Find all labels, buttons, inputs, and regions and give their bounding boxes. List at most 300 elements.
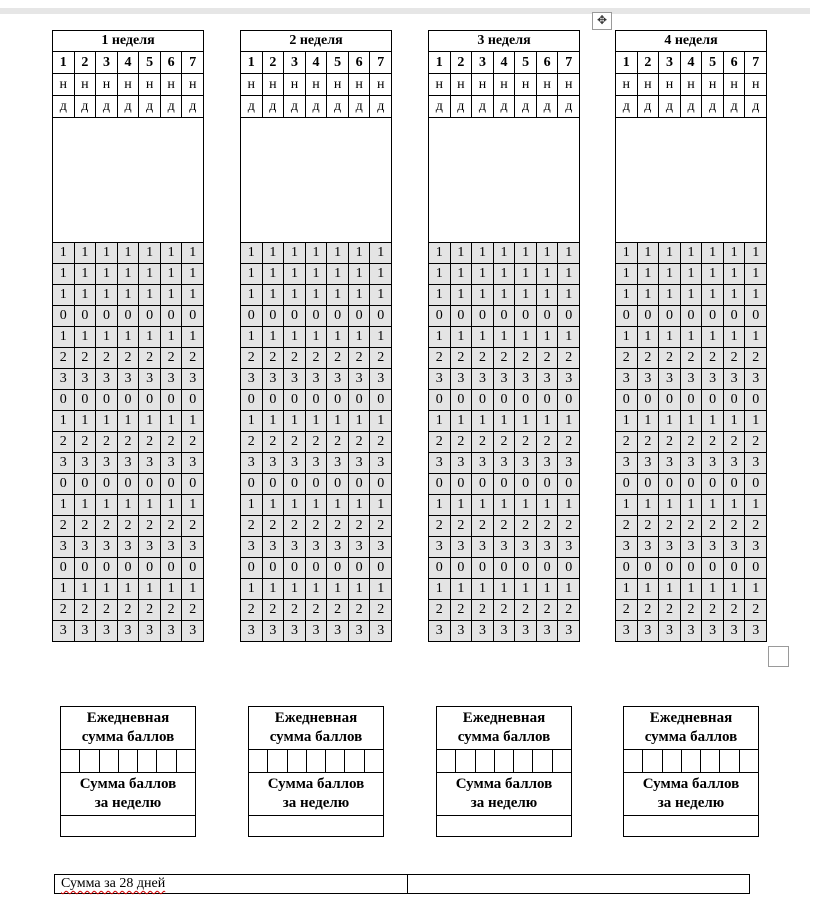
score-cell[interactable]: 0	[241, 474, 263, 494]
notes-area[interactable]	[53, 118, 203, 243]
score-cell[interactable]: 0	[349, 474, 371, 494]
score-cell[interactable]: 1	[349, 327, 371, 347]
score-cell[interactable]: 3	[96, 369, 118, 389]
score-cell[interactable]: 2	[118, 516, 140, 536]
score-cell[interactable]: 1	[638, 411, 660, 431]
night-row-cell[interactable]: н	[161, 74, 183, 95]
score-cell[interactable]: 2	[263, 432, 285, 452]
daily-sum-cell[interactable]	[61, 750, 80, 772]
score-cell[interactable]: 1	[681, 285, 703, 305]
score-cell[interactable]: 1	[638, 285, 660, 305]
score-cell[interactable]: 1	[616, 411, 638, 431]
score-cell[interactable]: 2	[472, 432, 494, 452]
score-cell[interactable]: 0	[161, 474, 183, 494]
score-cell[interactable]: 0	[494, 558, 516, 578]
score-cell[interactable]: 0	[724, 558, 746, 578]
score-cell[interactable]: 1	[118, 243, 140, 263]
night-row-cell[interactable]: н	[724, 74, 746, 95]
score-cell[interactable]: 1	[189, 497, 197, 512]
score-cell[interactable]: 0	[638, 390, 660, 410]
daily-sum-cell[interactable]	[643, 750, 662, 772]
score-cell[interactable]: 2	[161, 600, 183, 620]
score-cell[interactable]: 3	[189, 455, 197, 470]
score-cell[interactable]: 0	[681, 558, 703, 578]
score-cell[interactable]: 1	[472, 285, 494, 305]
score-cell[interactable]: 1	[451, 327, 473, 347]
day-row-cell[interactable]: д	[472, 96, 494, 117]
score-cell[interactable]: 1	[702, 411, 724, 431]
score-cell[interactable]: 0	[263, 390, 285, 410]
score-cell[interactable]: 1	[724, 579, 746, 599]
score-cell[interactable]: 1	[681, 327, 703, 347]
score-cell[interactable]: 1	[494, 327, 516, 347]
score-cell[interactable]: 0	[241, 306, 263, 326]
score-cell[interactable]: 0	[53, 390, 75, 410]
score-cell[interactable]: 1	[161, 411, 183, 431]
score-cell[interactable]: 1	[616, 579, 638, 599]
score-cell[interactable]: 0	[306, 474, 328, 494]
score-cell[interactable]: 1	[429, 264, 451, 284]
score-cell[interactable]: 2	[75, 600, 97, 620]
score-cell[interactable]: 2	[53, 600, 75, 620]
score-cell[interactable]: 2	[53, 348, 75, 368]
score-cell[interactable]: 0	[752, 560, 760, 575]
day-number-row-cell[interactable]: 4	[494, 52, 516, 73]
day-number-row-cell[interactable]: 6	[724, 52, 746, 73]
score-cell[interactable]: 1	[681, 495, 703, 515]
day-number-row-cell[interactable]: 7	[565, 55, 573, 70]
score-cell[interactable]: 1	[241, 264, 263, 284]
score-cell[interactable]: 0	[96, 558, 118, 578]
score-cell[interactable]: 2	[284, 348, 306, 368]
score-cell[interactable]: 1	[638, 243, 660, 263]
score-cell[interactable]: 1	[429, 327, 451, 347]
score-cell[interactable]: 1	[659, 579, 681, 599]
score-cell[interactable]: 0	[565, 476, 573, 491]
score-cell[interactable]: 1	[515, 579, 537, 599]
score-cell[interactable]: 2	[349, 600, 371, 620]
score-cell[interactable]: 1	[349, 285, 371, 305]
score-cell[interactable]: 2	[702, 516, 724, 536]
score-cell[interactable]: 1	[472, 243, 494, 263]
score-cell[interactable]: 0	[75, 390, 97, 410]
score-cell[interactable]: 3	[515, 537, 537, 557]
score-cell[interactable]: 1	[327, 411, 349, 431]
score-cell[interactable]: 3	[377, 623, 385, 638]
score-cell[interactable]: 3	[263, 621, 285, 641]
score-cell[interactable]: 0	[96, 390, 118, 410]
score-cell[interactable]: 0	[118, 474, 140, 494]
score-cell[interactable]: 2	[494, 348, 516, 368]
score-cell[interactable]: 2	[659, 432, 681, 452]
score-cell[interactable]: 3	[139, 369, 161, 389]
score-cell[interactable]: 0	[53, 306, 75, 326]
night-row-cell[interactable]: н	[616, 74, 638, 95]
daily-sum-cell[interactable]	[476, 750, 495, 772]
score-cell[interactable]: 1	[189, 245, 197, 260]
score-cell[interactable]: 2	[724, 516, 746, 536]
score-cell[interactable]: 1	[659, 411, 681, 431]
score-cell[interactable]: 3	[189, 623, 197, 638]
night-row-cell[interactable]: н	[241, 74, 263, 95]
score-cell[interactable]: 0	[494, 306, 516, 326]
score-cell[interactable]: 3	[161, 537, 183, 557]
score-cell[interactable]: 0	[451, 390, 473, 410]
day-row-cell[interactable]: д	[659, 96, 681, 117]
day-number-row-cell[interactable]: 5	[327, 52, 349, 73]
score-cell[interactable]: 1	[702, 285, 724, 305]
score-cell[interactable]: 0	[616, 474, 638, 494]
score-cell[interactable]: 3	[241, 537, 263, 557]
daily-sum-cell[interactable]	[456, 750, 475, 772]
score-cell[interactable]: 1	[53, 579, 75, 599]
score-cell[interactable]: 0	[118, 558, 140, 578]
score-cell[interactable]: 1	[565, 266, 573, 281]
score-cell[interactable]: 1	[327, 285, 349, 305]
score-cell[interactable]: 2	[451, 348, 473, 368]
score-cell[interactable]: 3	[681, 369, 703, 389]
score-cell[interactable]: 0	[752, 308, 760, 323]
daily-sum-cell[interactable]	[553, 750, 571, 772]
score-cell[interactable]: 2	[327, 516, 349, 536]
score-cell[interactable]: 2	[638, 516, 660, 536]
score-cell[interactable]: 0	[349, 306, 371, 326]
day-row-cell[interactable]: д	[75, 96, 97, 117]
score-cell[interactable]: 1	[638, 495, 660, 515]
score-cell[interactable]: 2	[638, 432, 660, 452]
day-number-row-cell[interactable]: 6	[161, 52, 183, 73]
score-cell[interactable]: 3	[53, 453, 75, 473]
weekly-sum-cell[interactable]	[624, 816, 758, 836]
score-cell[interactable]: 3	[284, 621, 306, 641]
score-cell[interactable]: 3	[752, 539, 760, 554]
score-cell[interactable]: 3	[494, 369, 516, 389]
score-cell[interactable]: 0	[494, 390, 516, 410]
score-cell[interactable]: 1	[53, 411, 75, 431]
score-cell[interactable]: 1	[118, 264, 140, 284]
day-row-cell[interactable]: д	[377, 99, 385, 114]
notes-area[interactable]	[616, 118, 766, 243]
score-cell[interactable]: 2	[472, 348, 494, 368]
score-cell[interactable]: 1	[752, 329, 760, 344]
score-cell[interactable]: 0	[75, 558, 97, 578]
score-cell[interactable]: 0	[75, 474, 97, 494]
score-cell[interactable]: 1	[724, 243, 746, 263]
score-cell[interactable]: 2	[263, 516, 285, 536]
score-cell[interactable]: 1	[515, 285, 537, 305]
score-cell[interactable]: 1	[306, 579, 328, 599]
day-number-row-cell[interactable]: 6	[537, 52, 559, 73]
score-cell[interactable]: 1	[472, 264, 494, 284]
day-row-cell[interactable]: д	[284, 96, 306, 117]
score-cell[interactable]: 1	[189, 266, 197, 281]
score-cell[interactable]: 3	[189, 371, 197, 386]
score-cell[interactable]: 1	[702, 264, 724, 284]
score-cell[interactable]: 2	[616, 432, 638, 452]
score-cell[interactable]: 0	[118, 390, 140, 410]
score-cell[interactable]: 2	[139, 600, 161, 620]
score-cell[interactable]: 2	[349, 432, 371, 452]
table-move-handle-icon[interactable]: ✥	[592, 12, 612, 30]
score-cell[interactable]: 1	[96, 264, 118, 284]
score-cell[interactable]: 3	[451, 453, 473, 473]
score-cell[interactable]: 0	[96, 474, 118, 494]
score-cell[interactable]: 2	[327, 600, 349, 620]
score-cell[interactable]: 2	[537, 432, 559, 452]
day-row-cell[interactable]: д	[565, 99, 573, 114]
score-cell[interactable]: 1	[161, 264, 183, 284]
score-cell[interactable]: 2	[537, 348, 559, 368]
night-row-cell[interactable]: н	[472, 74, 494, 95]
day-number-row-cell[interactable]: 3	[96, 52, 118, 73]
score-cell[interactable]: 2	[241, 348, 263, 368]
score-cell[interactable]: 3	[681, 621, 703, 641]
score-cell[interactable]: 0	[702, 390, 724, 410]
score-cell[interactable]: 2	[752, 350, 760, 365]
score-cell[interactable]: 3	[161, 369, 183, 389]
score-cell[interactable]: 2	[161, 516, 183, 536]
daily-sum-cell[interactable]	[365, 750, 383, 772]
score-cell[interactable]: 2	[659, 516, 681, 536]
score-cell[interactable]: 1	[161, 579, 183, 599]
score-cell[interactable]: 1	[53, 285, 75, 305]
score-cell[interactable]: 1	[537, 285, 559, 305]
score-cell[interactable]: 0	[472, 390, 494, 410]
score-cell[interactable]: 0	[75, 306, 97, 326]
score-cell[interactable]: 0	[241, 558, 263, 578]
score-cell[interactable]: 1	[377, 266, 385, 281]
night-row-cell[interactable]: н	[327, 74, 349, 95]
score-cell[interactable]: 1	[451, 285, 473, 305]
score-cell[interactable]: 0	[537, 390, 559, 410]
score-cell[interactable]: 2	[377, 434, 385, 449]
score-cell[interactable]: 2	[96, 348, 118, 368]
score-cell[interactable]: 1	[429, 411, 451, 431]
score-cell[interactable]: 3	[377, 371, 385, 386]
score-cell[interactable]: 3	[263, 453, 285, 473]
score-cell[interactable]: 0	[161, 390, 183, 410]
score-cell[interactable]: 1	[161, 285, 183, 305]
score-cell[interactable]: 1	[429, 285, 451, 305]
score-cell[interactable]: 0	[616, 390, 638, 410]
score-cell[interactable]: 3	[139, 621, 161, 641]
score-cell[interactable]: 3	[327, 537, 349, 557]
score-cell[interactable]: 1	[537, 411, 559, 431]
score-cell[interactable]: 1	[702, 327, 724, 347]
day-row-cell[interactable]: д	[118, 96, 140, 117]
score-cell[interactable]: 3	[349, 537, 371, 557]
score-cell[interactable]: 1	[377, 245, 385, 260]
night-row-cell[interactable]: н	[681, 74, 703, 95]
score-cell[interactable]: 3	[327, 369, 349, 389]
score-cell[interactable]: 0	[515, 306, 537, 326]
score-cell[interactable]: 0	[537, 474, 559, 494]
score-cell[interactable]: 2	[681, 432, 703, 452]
score-cell[interactable]: 3	[724, 537, 746, 557]
score-cell[interactable]: 1	[565, 413, 573, 428]
score-cell[interactable]: 1	[752, 497, 760, 512]
score-cell[interactable]: 1	[349, 411, 371, 431]
weekly-sum-cell[interactable]	[249, 816, 383, 836]
score-cell[interactable]: 1	[537, 264, 559, 284]
score-cell[interactable]: 0	[472, 558, 494, 578]
score-cell[interactable]: 3	[306, 537, 328, 557]
score-cell[interactable]: 1	[724, 327, 746, 347]
score-cell[interactable]: 1	[515, 327, 537, 347]
score-cell[interactable]: 0	[327, 474, 349, 494]
score-cell[interactable]: 1	[494, 285, 516, 305]
score-cell[interactable]: 2	[702, 348, 724, 368]
score-cell[interactable]: 0	[161, 558, 183, 578]
day-number-row-cell[interactable]: 1	[241, 52, 263, 73]
score-cell[interactable]: 3	[616, 537, 638, 557]
score-cell[interactable]: 3	[724, 453, 746, 473]
score-cell[interactable]: 3	[429, 537, 451, 557]
score-cell[interactable]: 1	[565, 497, 573, 512]
score-cell[interactable]: 2	[638, 348, 660, 368]
daily-sum-cell[interactable]	[663, 750, 682, 772]
night-row-cell[interactable]: н	[263, 74, 285, 95]
score-cell[interactable]: 1	[189, 413, 197, 428]
night-row-cell[interactable]: н	[451, 74, 473, 95]
score-cell[interactable]: 0	[263, 558, 285, 578]
score-cell[interactable]: 1	[96, 285, 118, 305]
daily-sum-cell[interactable]	[249, 750, 268, 772]
score-cell[interactable]: 3	[139, 537, 161, 557]
score-cell[interactable]: 3	[118, 621, 140, 641]
day-row-cell[interactable]: д	[616, 96, 638, 117]
score-cell[interactable]: 2	[327, 432, 349, 452]
score-cell[interactable]: 1	[139, 264, 161, 284]
score-cell[interactable]: 2	[681, 516, 703, 536]
score-cell[interactable]: 0	[429, 306, 451, 326]
score-cell[interactable]: 3	[377, 455, 385, 470]
score-cell[interactable]: 3	[53, 621, 75, 641]
score-cell[interactable]: 1	[75, 264, 97, 284]
score-cell[interactable]: 2	[306, 600, 328, 620]
score-cell[interactable]: 3	[241, 621, 263, 641]
score-cell[interactable]: 1	[189, 287, 197, 302]
score-cell[interactable]: 2	[263, 348, 285, 368]
score-cell[interactable]: 0	[306, 306, 328, 326]
night-row-cell[interactable]: н	[75, 74, 97, 95]
day-number-row-cell[interactable]: 7	[189, 55, 197, 70]
day-row-cell[interactable]: д	[537, 96, 559, 117]
score-cell[interactable]: 3	[659, 621, 681, 641]
score-cell[interactable]: 3	[659, 537, 681, 557]
score-cell[interactable]: 3	[659, 369, 681, 389]
score-cell[interactable]: 0	[189, 392, 197, 407]
score-cell[interactable]: 1	[702, 579, 724, 599]
score-cell[interactable]: 1	[306, 243, 328, 263]
score-cell[interactable]: 1	[537, 579, 559, 599]
score-cell[interactable]: 0	[306, 558, 328, 578]
day-row-cell[interactable]: д	[494, 96, 516, 117]
score-cell[interactable]: 2	[451, 432, 473, 452]
score-cell[interactable]: 2	[724, 348, 746, 368]
score-cell[interactable]: 3	[263, 537, 285, 557]
night-row-cell[interactable]: н	[53, 74, 75, 95]
score-cell[interactable]: 1	[118, 327, 140, 347]
score-cell[interactable]: 1	[616, 327, 638, 347]
score-cell[interactable]: 0	[638, 306, 660, 326]
score-cell[interactable]: 1	[53, 495, 75, 515]
score-cell[interactable]: 1	[96, 579, 118, 599]
daily-sum-cell[interactable]	[307, 750, 326, 772]
score-cell[interactable]: 1	[75, 495, 97, 515]
night-row-cell[interactable]: н	[139, 74, 161, 95]
score-cell[interactable]: 2	[75, 348, 97, 368]
score-cell[interactable]: 0	[515, 558, 537, 578]
score-cell[interactable]: 1	[96, 327, 118, 347]
score-cell[interactable]: 2	[702, 432, 724, 452]
score-cell[interactable]: 3	[681, 537, 703, 557]
score-cell[interactable]: 1	[638, 264, 660, 284]
score-cell[interactable]: 0	[681, 474, 703, 494]
score-cell[interactable]: 1	[118, 411, 140, 431]
score-cell[interactable]: 3	[53, 369, 75, 389]
score-cell[interactable]: 2	[161, 432, 183, 452]
score-cell[interactable]: 2	[565, 518, 573, 533]
score-cell[interactable]: 1	[241, 285, 263, 305]
score-cell[interactable]: 1	[284, 264, 306, 284]
score-cell[interactable]: 0	[53, 474, 75, 494]
score-cell[interactable]: 0	[565, 560, 573, 575]
score-cell[interactable]: 0	[377, 560, 385, 575]
daily-sum-cell[interactable]	[157, 750, 176, 772]
score-cell[interactable]: 1	[161, 327, 183, 347]
score-cell[interactable]: 2	[565, 602, 573, 617]
score-cell[interactable]: 1	[752, 287, 760, 302]
score-cell[interactable]: 2	[515, 600, 537, 620]
score-cell[interactable]: 3	[75, 621, 97, 641]
score-cell[interactable]: 0	[377, 476, 385, 491]
score-cell[interactable]: 3	[515, 621, 537, 641]
score-cell[interactable]: 1	[189, 329, 197, 344]
score-cell[interactable]: 3	[161, 621, 183, 641]
day-number-row-cell[interactable]: 4	[681, 52, 703, 73]
day-row-cell[interactable]: д	[189, 99, 197, 114]
score-cell[interactable]: 3	[118, 369, 140, 389]
score-cell[interactable]: 3	[681, 453, 703, 473]
day-number-row-cell[interactable]: 2	[451, 52, 473, 73]
score-cell[interactable]: 3	[349, 621, 371, 641]
score-cell[interactable]: 2	[429, 348, 451, 368]
score-cell[interactable]: 2	[537, 600, 559, 620]
score-cell[interactable]: 1	[724, 495, 746, 515]
score-cell[interactable]: 1	[515, 495, 537, 515]
score-cell[interactable]: 3	[494, 537, 516, 557]
score-cell[interactable]: 1	[75, 327, 97, 347]
score-cell[interactable]: 1	[284, 285, 306, 305]
score-cell[interactable]: 1	[616, 495, 638, 515]
score-cell[interactable]: 1	[724, 411, 746, 431]
score-cell[interactable]: 3	[327, 621, 349, 641]
score-cell[interactable]: 0	[638, 558, 660, 578]
daily-sum-cell[interactable]	[268, 750, 287, 772]
day-row-cell[interactable]: д	[681, 96, 703, 117]
score-cell[interactable]: 1	[306, 495, 328, 515]
score-cell[interactable]: 1	[327, 243, 349, 263]
score-cell[interactable]: 3	[263, 369, 285, 389]
score-cell[interactable]: 3	[565, 623, 573, 638]
score-cell[interactable]: 3	[638, 621, 660, 641]
score-cell[interactable]: 0	[565, 392, 573, 407]
day-number-row-cell[interactable]: 7	[377, 55, 385, 70]
score-cell[interactable]: 1	[472, 579, 494, 599]
score-cell[interactable]: 3	[451, 621, 473, 641]
day-number-row-cell[interactable]: 1	[616, 52, 638, 73]
